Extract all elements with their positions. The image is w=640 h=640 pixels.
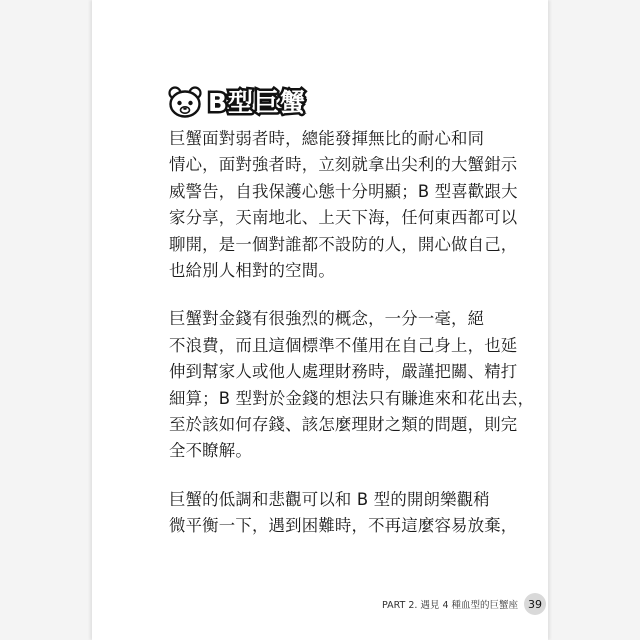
paragraph-2 bbox=[169, 306, 535, 464]
body-text bbox=[169, 126, 535, 562]
text-line: 聊開，是一個對誰都不設防的人，開心做自己， bbox=[169, 234, 518, 254]
paragraph-3 bbox=[169, 487, 518, 540]
section-heading bbox=[168, 84, 306, 120]
text-line: 巨蟹的低調和悲觀可以和 B 型的開朗樂觀稍 bbox=[169, 489, 490, 509]
text-line: 微平衡一下，遇到困難時，不再這麼容易放棄， bbox=[169, 516, 518, 536]
bear-mascot-icon bbox=[168, 85, 202, 119]
text-line: 也給別人相對的空間。 bbox=[169, 261, 335, 281]
text-line: 不浪費，而且這個標準不僅用在自己身上，也延 bbox=[169, 335, 518, 355]
section-title: B型巨蟹 bbox=[208, 87, 307, 117]
page-footer bbox=[382, 593, 546, 615]
text-line: 全不瞭解。 bbox=[169, 441, 252, 461]
text-line: 家分享，天南地北、上天下海，任何東西都可以 bbox=[169, 208, 518, 228]
text-line: 伸到幫家人或他人處理財務時，嚴謹把關、精打 bbox=[169, 362, 518, 382]
text-line: 巨蟹對金錢有很強烈的概念，一分一毫，絕 bbox=[169, 309, 485, 329]
paragraph-1 bbox=[169, 126, 518, 284]
page-number: 39 bbox=[524, 593, 546, 615]
text-line: 細算；B 型對於金錢的想法只有賺進來和花出去， bbox=[169, 388, 535, 408]
text-line: 巨蟹面對弱者時，總能發揮無比的耐心和同 bbox=[169, 129, 485, 148]
text-line: 情心，面對強者時，立刻就拿出尖利的大蟹鉗示 bbox=[169, 155, 518, 175]
text-line: 至於該如何存錢、該怎麼理財之類的問題，則完 bbox=[169, 415, 518, 435]
running-footer: PART 2. 遇見 4 種血型的巨蟹座 bbox=[382, 600, 519, 611]
text-line: 威警告，自我保護心態十分明顯；B 型喜歡跟大 bbox=[169, 181, 518, 201]
